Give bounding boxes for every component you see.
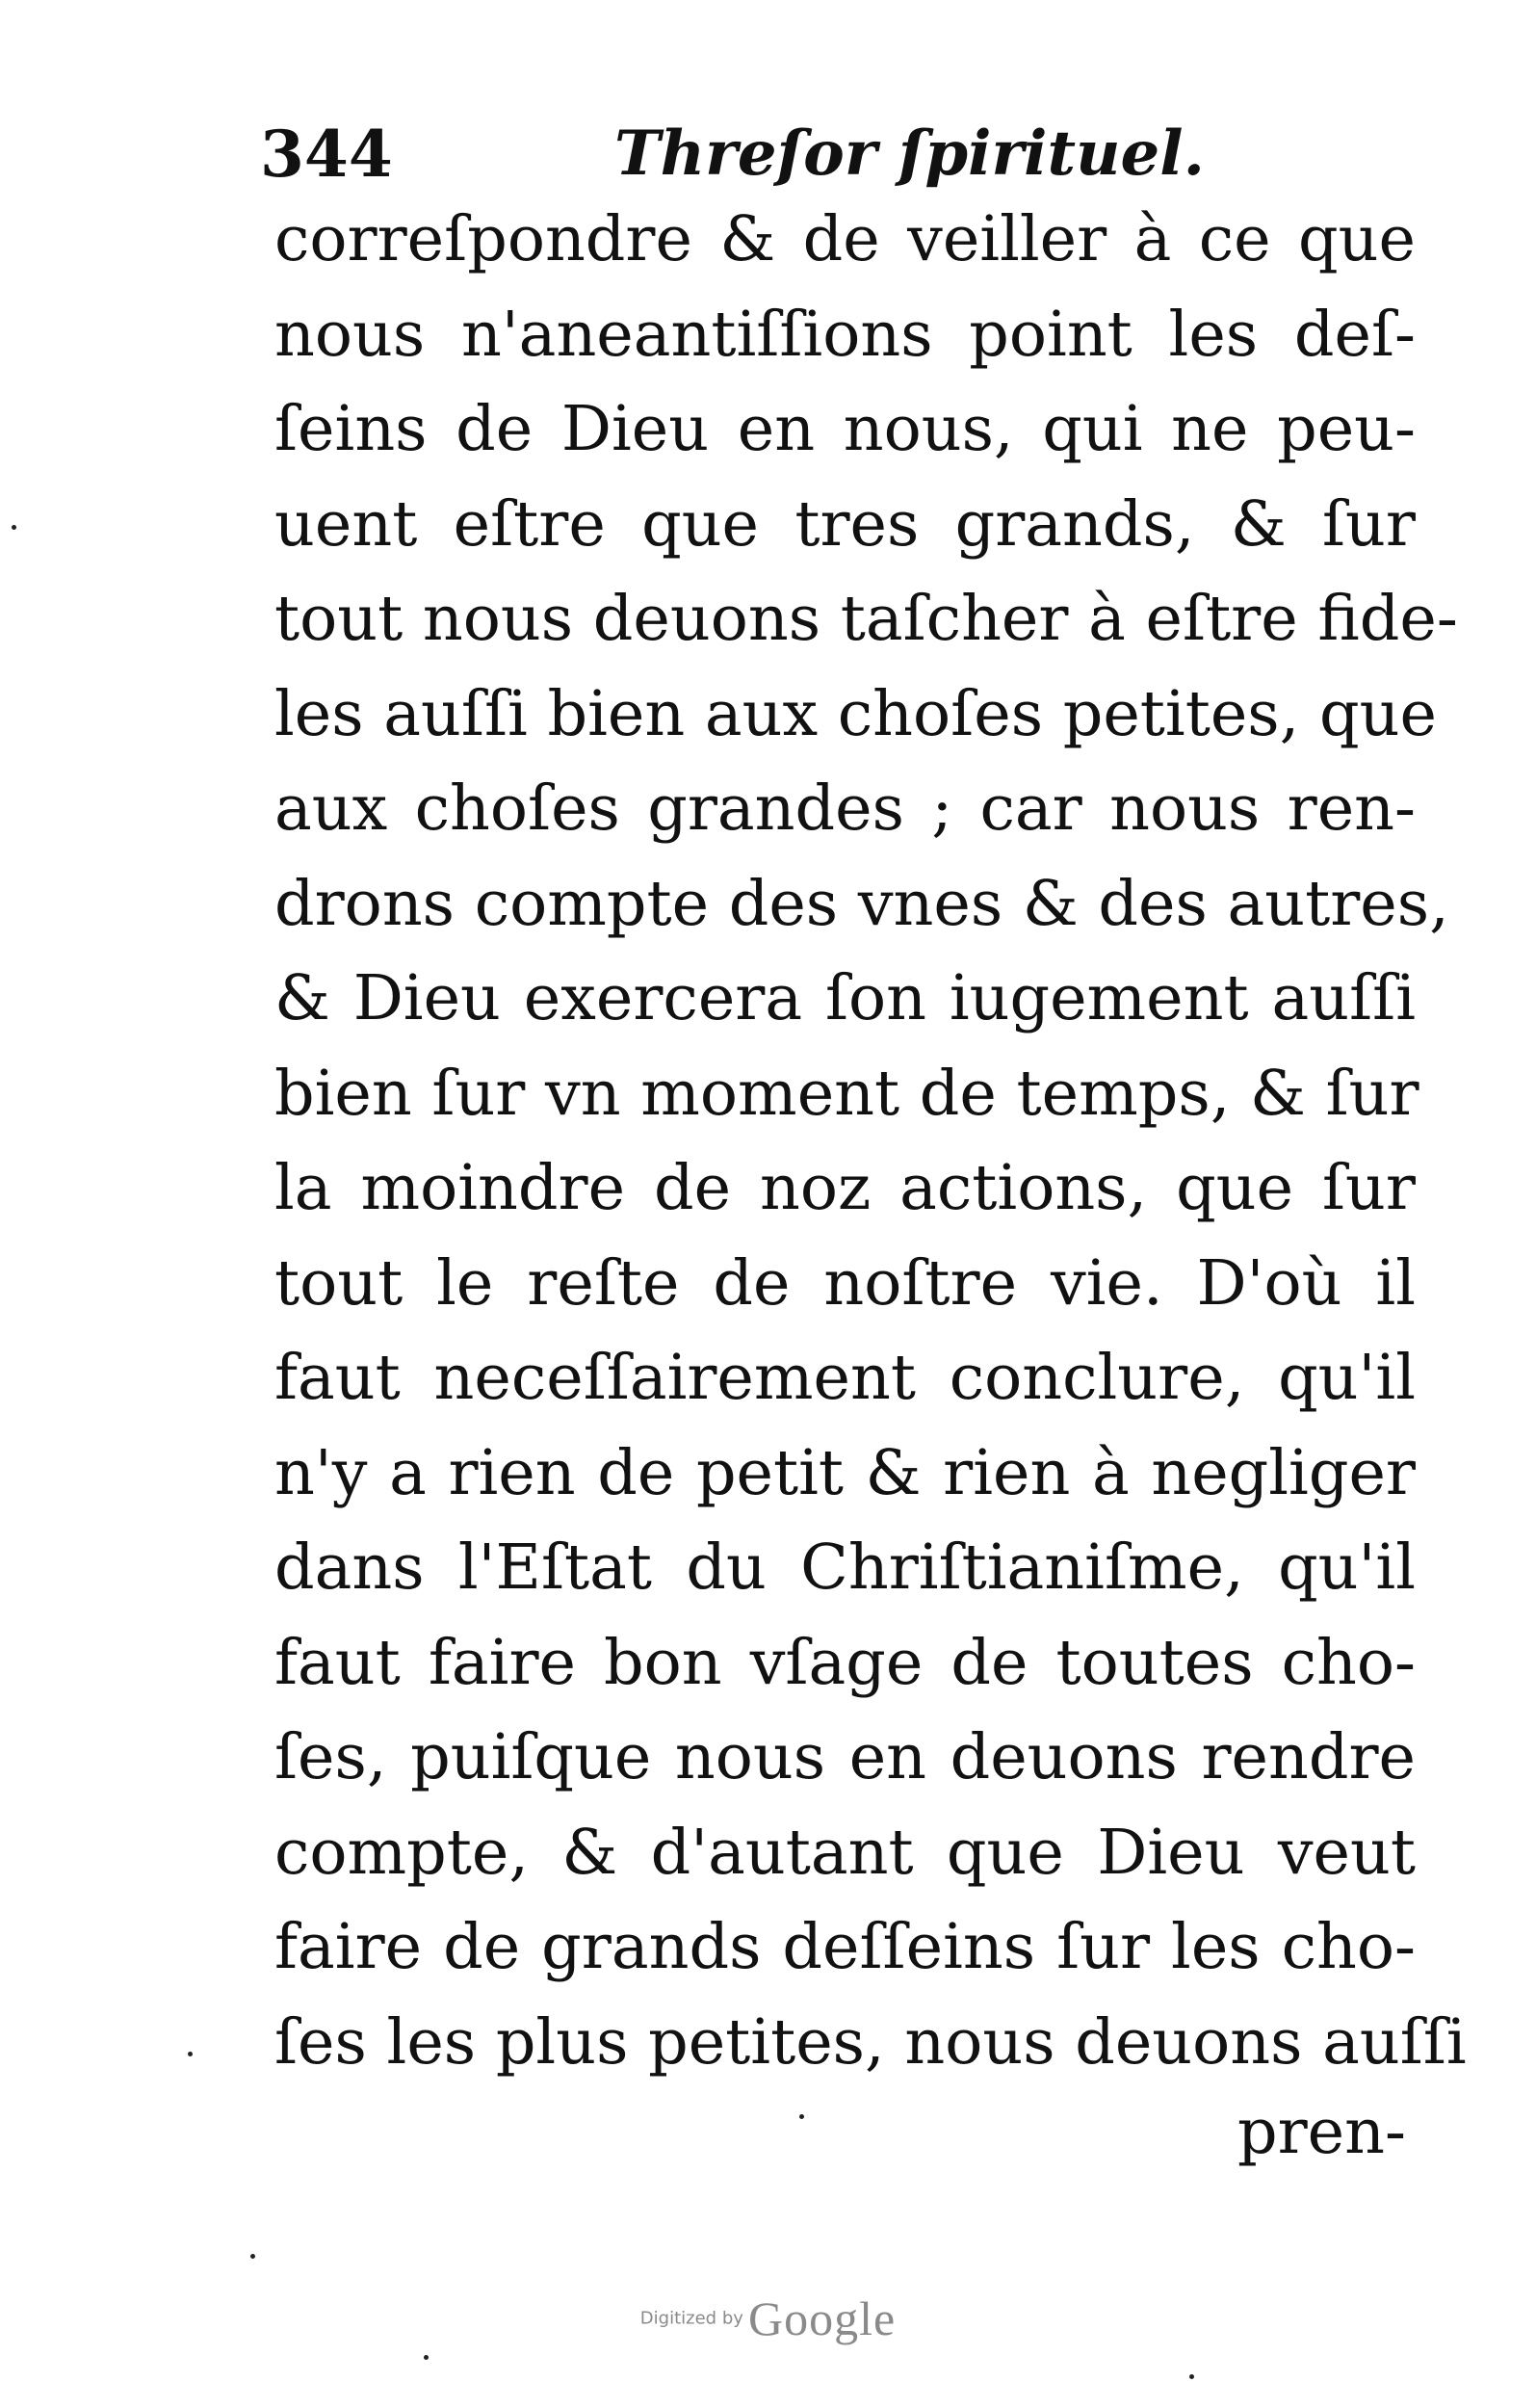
text-line-11: la moindre de noz actions, que ſur [274, 1152, 1416, 1224]
text-line-15: dans l'Eſtat du Chriſtianiſme, qu'il [274, 1531, 1416, 1604]
text-line-12: tout le reſte de noſtre vie. D'où il [274, 1246, 1416, 1320]
text-line-8: drons compte des vnes & des autres, [274, 867, 1449, 940]
ink-speck [424, 2355, 429, 2360]
text-line-19: faire de grands deſſeins ſur les cho- [274, 1911, 1416, 1983]
text-line-3: ſeins de Dieu en nous, qui ne peu- [274, 393, 1416, 465]
text-line-4: uent eſtre que tres grands, & ſur [274, 487, 1416, 561]
ink-speck [1189, 2374, 1194, 2379]
text-line-7: aux choſes grandes ; car nous ren- [274, 772, 1416, 845]
ink-speck [12, 525, 16, 530]
digitization-watermark [0, 2290, 1536, 2346]
body-text [274, 193, 1467, 2090]
text-line-18: compte, & d'autant que Dieu veut [274, 1816, 1416, 1889]
text-line-16: faut faire bon vſage de toutes cho- [274, 1626, 1416, 1699]
text-line-6: les auſſi bien aux choſes petites, que [274, 677, 1437, 750]
catchword: pren- [1237, 2096, 1406, 2168]
text-line-5: tout nous deuons taſcher à eſtre fide- [274, 583, 1458, 655]
text-line-2: nous n'aneantiſſions point les deſ- [274, 298, 1416, 371]
watermark-prefix: Digitized by [639, 2308, 743, 2329]
text-line-17: ſes, puiſque nous en deuons rendre [274, 1721, 1416, 1793]
text-line-13: faut neceſſairement conclure, qu'il [274, 1342, 1416, 1414]
page-header [260, 111, 1281, 197]
watermark-brand: Google [748, 2291, 897, 2345]
ink-speck [250, 2254, 255, 2259]
ink-speck [188, 2052, 193, 2056]
text-line-1: correſpondre & de veiller à ce que [274, 203, 1416, 275]
text-line-20: ſes les plus petites, nous deuons auſſi [274, 2005, 1467, 2079]
text-line-9: & Dieu exercera ſon iugement auſſi [274, 962, 1416, 1034]
page-number: 344 [260, 117, 393, 192]
running-title: Threſor ſpirituel. [614, 118, 1205, 190]
text-line-10: bien ſur vn moment de temps, & ſur [274, 1057, 1419, 1130]
ink-speck [799, 2114, 804, 2119]
text-line-14: n'y a rien de petit & rien à negliger [274, 1436, 1416, 1509]
